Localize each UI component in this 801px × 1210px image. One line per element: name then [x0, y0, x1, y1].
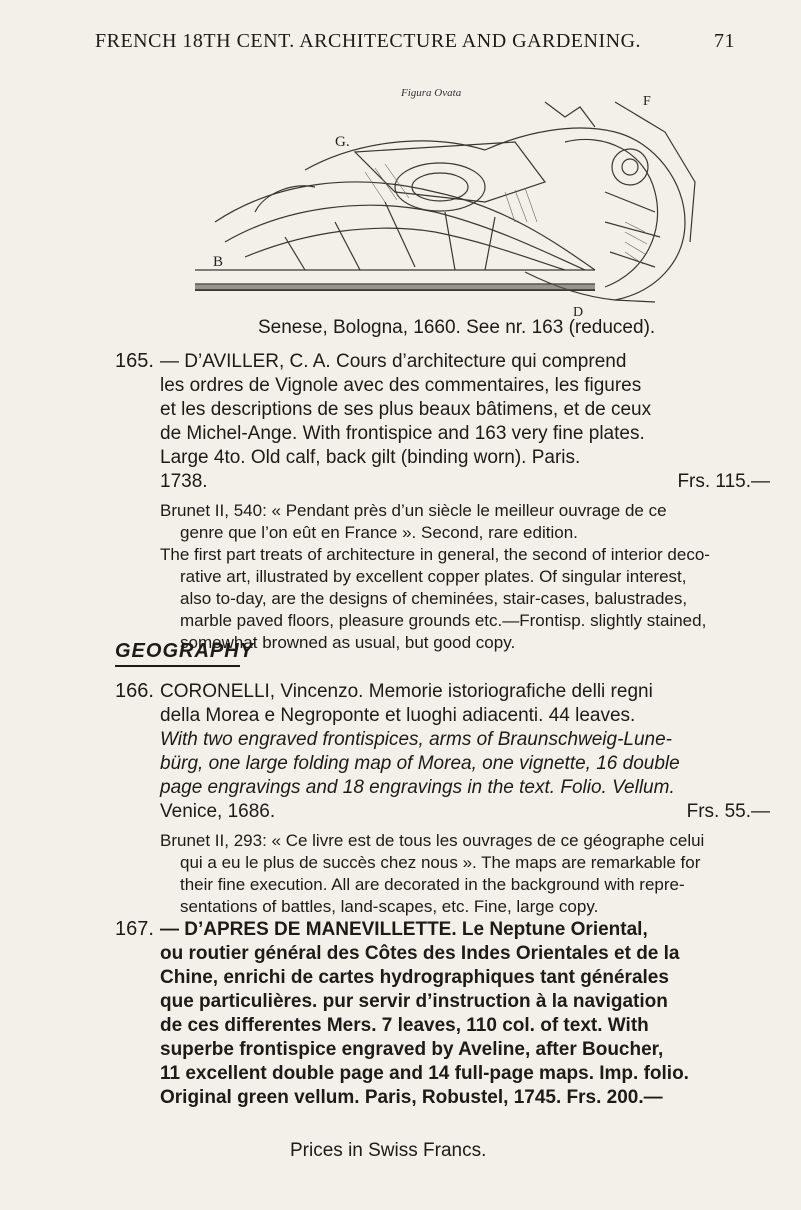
prices-footnote: Prices in Swiss Francs. [290, 1140, 487, 1161]
entry-line: superbe frontispice engraved by Aveline, after Boucher, [160, 1039, 664, 1060]
entry-number: 165. [115, 350, 154, 372]
figure-label-f: F [643, 94, 651, 109]
figure-caption: Senese, Bologna, 1660. See nr. 163 (reduced). [258, 317, 656, 338]
note-line: sentations of battles, land-scapes, etc. Fine, large copy. [180, 897, 599, 916]
note-line: The first part treats of architecture in general, the second of interior deco- [160, 545, 710, 564]
figure-label-d: D [573, 305, 584, 320]
header-title: FRENCH 18TH CENT. ARCHITECTURE AND GARDENING. [95, 30, 642, 52]
entry-line: Venice, 1686. [160, 801, 276, 822]
note-line: rative art, illustrated by excellent copper plates. Of singular interest, [180, 567, 687, 586]
entry-line: et les descriptions de ses plus beaux bâtimens, et de ceux [160, 399, 652, 420]
entry-line: Large 4to. Old calf, back gilt (binding worn). Paris. [160, 447, 581, 468]
entry-line: With two engraved frontispices, arms of Braunschweig-Lune- [160, 729, 673, 750]
running-header [95, 30, 735, 53]
note-line: genre que l’on eût en France ». Second, rare edition. [180, 523, 578, 542]
entry-price: Frs. 115.— [677, 471, 770, 492]
entry-line: — D’APRES DE MANEVILLETTE. Le Neptune Oriental, [160, 919, 648, 940]
entry-line: — D’AVILLER, C. A. Cours d’architecture qui comprend [160, 351, 627, 372]
note-line: qui a eu le plus de succès chez nous ». The maps are remarkable for [180, 853, 701, 872]
entry-line: Chine, enrichi de cartes hydrographiques tant générales [160, 967, 669, 988]
entry-imprint-row [160, 800, 770, 824]
page-number: 71 [714, 30, 735, 52]
garden-plan-engraving [185, 72, 785, 334]
entry-price: Frs. 55.— [686, 801, 770, 822]
section-underline [115, 665, 240, 667]
note-line: their fine execution. All are decorated in the background with repre- [180, 875, 685, 894]
entry-line: page engravings and 18 engravings in the text. Folio. Vellum. [160, 777, 675, 798]
note-line: Brunet II, 293: « Ce livre est de tous les ouvrages de ce géographe celui [160, 831, 705, 850]
entry-line: Original green vellum. Paris, Robustel, 1745. Frs. 200.— [160, 1087, 663, 1108]
entry-imprint-row [160, 470, 770, 494]
entry-line: 11 excellent double page and 14 full-page maps. Imp. folio. [160, 1063, 689, 1084]
entry-number: 166. [115, 680, 154, 702]
entry-line: de ces differentes Mers. 7 leaves, 110 col. of text. With [160, 1015, 649, 1036]
entry-number: 167. [115, 918, 154, 940]
entry-line: CORONELLI, Vincenzo. Memorie istoriografiche delli regni [160, 681, 653, 702]
figure-label-b: B [213, 254, 224, 270]
figure-label-top: Figura Ovata [401, 87, 462, 99]
entry-line: de Michel-Ange. With frontispice and 163 very fine plates. [160, 423, 645, 444]
entry-line: 1738. [160, 471, 208, 492]
note-line: somewhat browned as usual, but good copy. [180, 633, 516, 652]
note-line: Brunet II, 540: « Pendant près d’un siècle le meilleur ouvrage de ce [160, 501, 667, 520]
entry-line: que particulières. pur servir d’instruction à la navigation [160, 991, 668, 1012]
entry-line: ou routier général des Côtes des Indes Orientales et de la [160, 943, 680, 964]
catalogue-entry-167 [115, 918, 770, 1110]
section-heading: GEOGRAPHY [115, 640, 255, 662]
entry-note [160, 830, 770, 918]
catalogue-entry-166 [115, 680, 770, 918]
entry-line: bürg, one large folding map of Morea, one vignette, 16 double [160, 753, 680, 774]
note-line: marble paved floors, pleasure grounds etc.—Frontisp. slightly stained, [180, 611, 707, 630]
figure-label-g: G. [335, 134, 350, 150]
entry-line: della Morea e Negroponte et luoghi adiacenti. 44 leaves. [160, 705, 636, 726]
plan-linework [195, 102, 695, 302]
entry-note [160, 500, 770, 654]
entry-line: les ordres de Vignole avec des commentaires, les figures [160, 375, 642, 396]
plan-hatching [195, 284, 595, 290]
note-line: also to-day, are the designs of cheminées, stair-cases, balustrades, [180, 589, 688, 608]
